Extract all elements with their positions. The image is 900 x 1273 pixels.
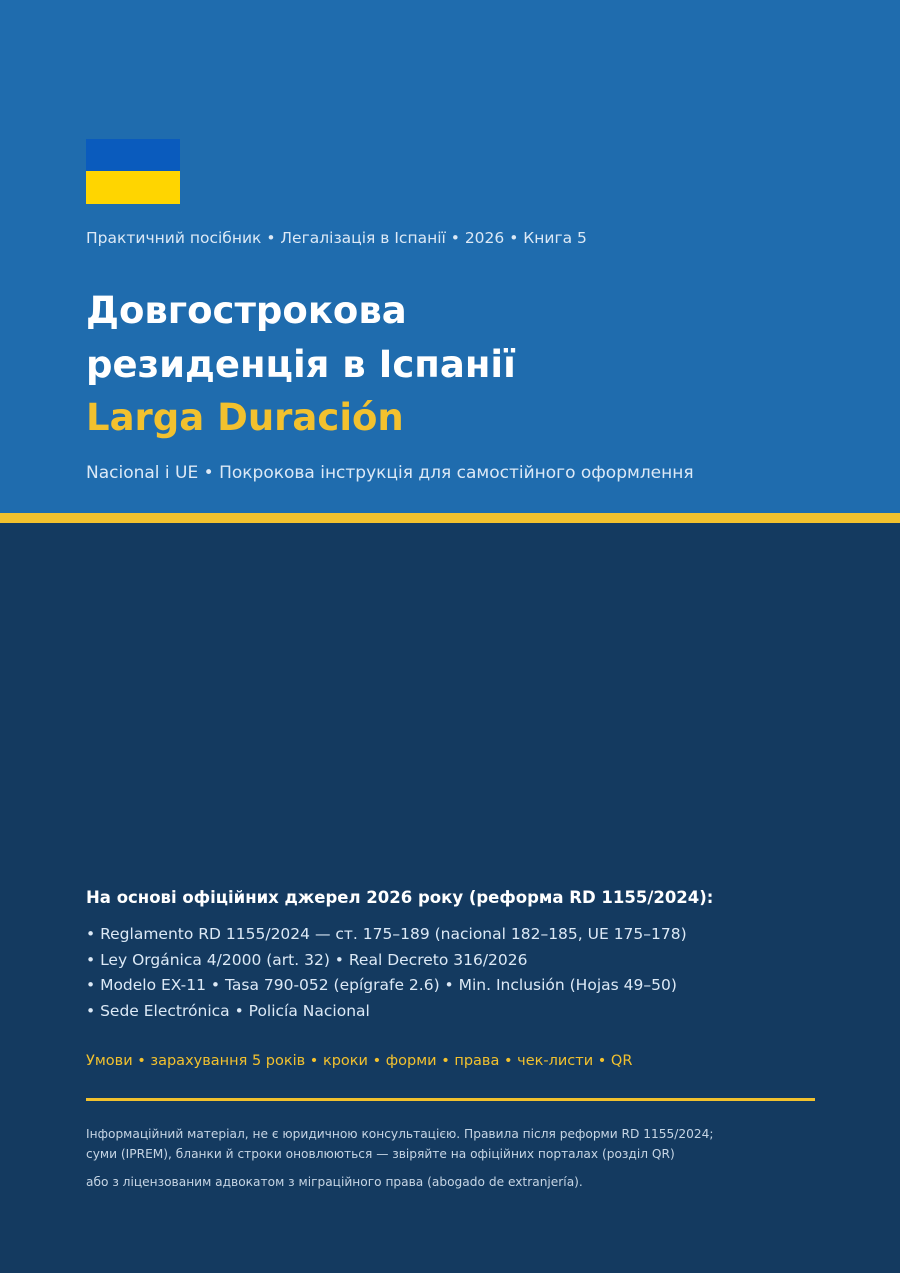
- source-item: • Ley Orgánica 4/2000 (art. 32) • Real Decreto 316/2026: [86, 950, 528, 969]
- sources-list: [86, 922, 687, 1025]
- source-item: • Sede Electrónica • Policía Nacional: [86, 1002, 370, 1021]
- disclaimer-line-3: або з ліцензованим адвокатом з міграційного права (abogado de extranjería).: [86, 1175, 583, 1189]
- flag-blue-band: [86, 139, 180, 171]
- title-line-1: Довгострокова: [86, 289, 407, 332]
- footer-rule: [86, 1098, 815, 1101]
- title-line-2: резиденція в Іспанії: [86, 343, 516, 386]
- disclaimer-line-1: Інформаційний матеріал, не є юридичною консультацією. Правила після реформи RD 1155/2024;: [86, 1127, 714, 1141]
- flag-yellow-band: [86, 171, 180, 204]
- sources-heading: На основі офіційних джерел 2026 року (реформа RD 1155/2024):: [86, 888, 714, 907]
- source-item: • Reglamento RD 1155/2024 — ст. 175–189 (nacional 182–185, UE 175–178): [86, 925, 687, 943]
- page-subtitle: Larga Duración: [86, 396, 404, 439]
- topics-line: Умови • зарахування 5 років • кроки • форми • права • чек-листи • QR: [86, 1053, 633, 1069]
- tagline: Nacional і UE • Покрокова інструкція для самостійного оформлення: [86, 463, 694, 483]
- disclaimer: [86, 1124, 714, 1164]
- accent-divider: [0, 513, 900, 523]
- page-title: [86, 284, 516, 392]
- ukraine-flag-icon: [86, 139, 180, 204]
- source-item: • Modelo EX-11 • Tasa 790-052 (epígrafe 2.6) • Min. Inclusión (Hojas 49–50): [86, 976, 677, 995]
- disclaimer-line-2: суми (IPREM), бланки й строки оновлюються — звіряйте на офіційних порталах (розділ QR): [86, 1147, 675, 1161]
- series-kicker: Практичний посібник • Легалізація в Іспанії • 2026 • Книга 5: [86, 229, 587, 247]
- header-panel: [0, 0, 900, 513]
